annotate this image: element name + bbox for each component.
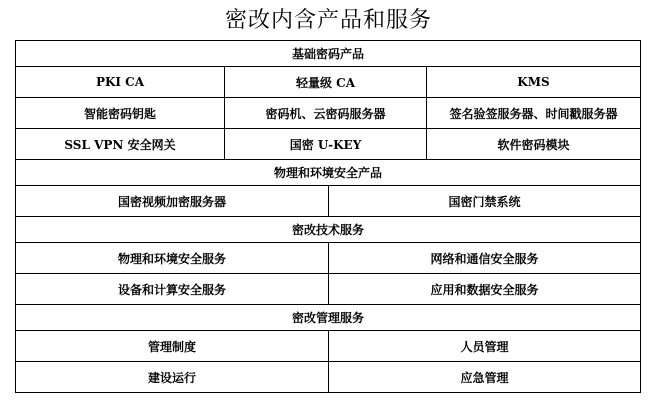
- table-row: [16, 362, 641, 393]
- table-cell: 软件密码模块: [427, 129, 641, 160]
- section-header-row: [16, 41, 641, 67]
- table-cell: KMS: [427, 67, 641, 98]
- page-title: 密改内含产品和服务: [224, 8, 432, 33]
- table-cell: 人员管理: [329, 331, 641, 362]
- table-row: [16, 331, 641, 362]
- table-cell: PKI CA: [16, 67, 225, 98]
- table-row: [16, 67, 641, 98]
- section-header-row: [16, 160, 641, 186]
- table-cell: 管理制度: [16, 331, 329, 362]
- table-cell: 设备和计算安全服务: [16, 274, 329, 305]
- table-row: [16, 274, 641, 305]
- table-cell: 智能密码钥匙: [16, 98, 225, 129]
- section-header-tech-services: 密改技术服务: [16, 217, 641, 243]
- table-row: [16, 186, 641, 217]
- table-row: [16, 98, 641, 129]
- table-cell: 密码机、云密码服务器: [225, 98, 427, 129]
- table-cell: SSL VPN 安全网关: [16, 129, 225, 160]
- table-cell: 物理和环境安全服务: [16, 243, 329, 274]
- section-header-row: [16, 305, 641, 331]
- table-cell: 国密 U-KEY: [225, 129, 427, 160]
- table-cell: 国密门禁系统: [329, 186, 641, 217]
- section-header-physical-env-products: 物理和环境安全产品: [16, 160, 641, 186]
- section-header-basic-crypto-products: 基础密码产品: [16, 41, 641, 67]
- table-cell: 应急管理: [329, 362, 641, 393]
- table-cell: 建设运行: [16, 362, 329, 393]
- table-cell: 国密视频加密服务器: [16, 186, 329, 217]
- table-row: [16, 243, 641, 274]
- section-header-row: [16, 217, 641, 243]
- table-cell: 签名验签服务器、时间戳服务器: [427, 98, 641, 129]
- table-cell: 轻量级 CA: [225, 67, 427, 98]
- products-services-table: [15, 40, 641, 393]
- section-header-management-services: 密改管理服务: [16, 305, 641, 331]
- table-cell: 应用和数据安全服务: [329, 274, 641, 305]
- table-row: [16, 129, 641, 160]
- table-cell: 网络和通信安全服务: [329, 243, 641, 274]
